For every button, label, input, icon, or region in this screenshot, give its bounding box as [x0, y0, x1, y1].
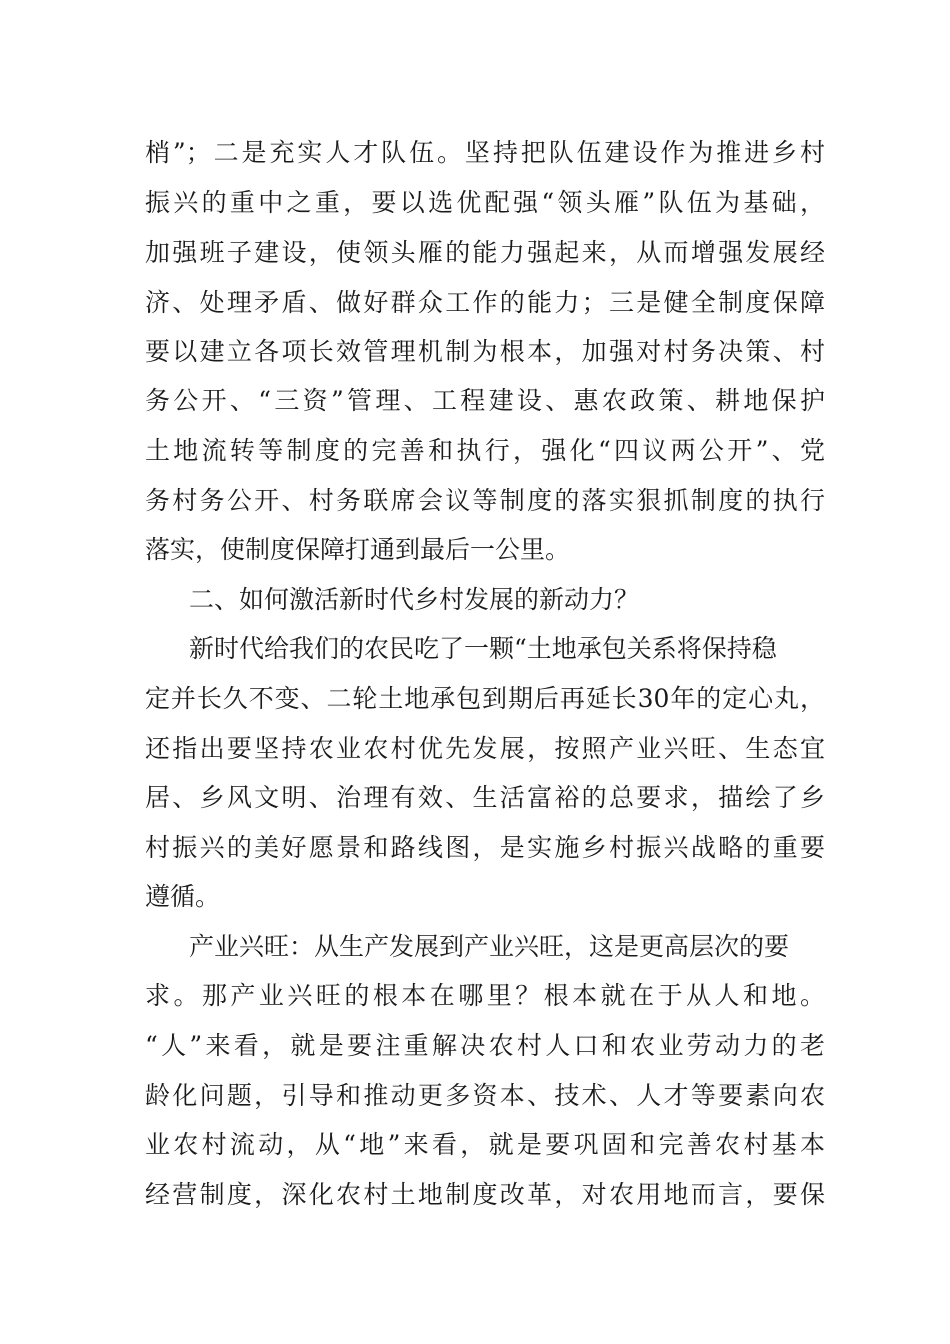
- paragraph-first-line: 产业兴旺：从生产发展到产业兴旺，这是更高层次的要: [189, 932, 790, 961]
- text-line: 遵循。: [145, 882, 221, 911]
- section-heading: 二、如何激活新时代乡村发展的新动力？: [189, 585, 640, 614]
- text-line: 业农村流动，从“地”来看，就是要巩固和完善农村基本: [145, 1130, 825, 1159]
- text-line: 经营制度，深化农村土地制度改革，对农用地而言，要保: [145, 1180, 825, 1209]
- text-line: 振兴的重中之重，要以选优配强“领头雁”队伍为基础，: [145, 188, 825, 217]
- text-line: 居、乡风文明、治理有效、生活富裕的总要求，描绘了乡: [145, 783, 825, 812]
- text-line: 要以建立各项长效管理机制为根本，加强对村务决策、村: [145, 337, 825, 366]
- text-line: 求。那产业兴旺的根本在哪里？根本就在于从人和地。: [145, 981, 825, 1010]
- text-line: “人”来看，就是要注重解决农村人口和农业劳动力的老: [145, 1031, 825, 1060]
- text-line: 加强班子建设，使领头雁的能力强起来，从而增强发展经: [145, 238, 825, 267]
- text-line: 土地流转等制度的完善和执行，强化“四议两公开”、党: [145, 436, 825, 465]
- text-line: 济、处理矛盾、做好群众工作的能力；三是健全制度保障: [145, 288, 825, 317]
- text-line: 定并长久不变、二轮土地承包到期后再延长30年的定心丸，: [145, 684, 825, 713]
- text-line: 梢”；二是充实人才队伍。坚持把队伍建设作为推进乡村: [145, 138, 825, 167]
- text-line: 还指出要坚持农业农村优先发展，按照产业兴旺、生态宜: [145, 734, 825, 763]
- text-line: 村振兴的美好愿景和路线图，是实施乡村振兴战略的重要: [145, 833, 825, 862]
- text-line: 龄化问题，引导和推动更多资本、技术、人才等要素向农: [145, 1081, 825, 1110]
- text-line: 务公开、“三资”管理、工程建设、惠农政策、耕地保护: [145, 386, 825, 415]
- paragraph-first-line: 新时代给我们的农民吃了一颗“土地承包关系将保持稳: [189, 634, 777, 663]
- text-line: 落实，使制度保障打通到最后一公里。: [145, 535, 571, 564]
- text-line: 务村务公开、村务联席会议等制度的落实狠抓制度的执行: [145, 486, 825, 515]
